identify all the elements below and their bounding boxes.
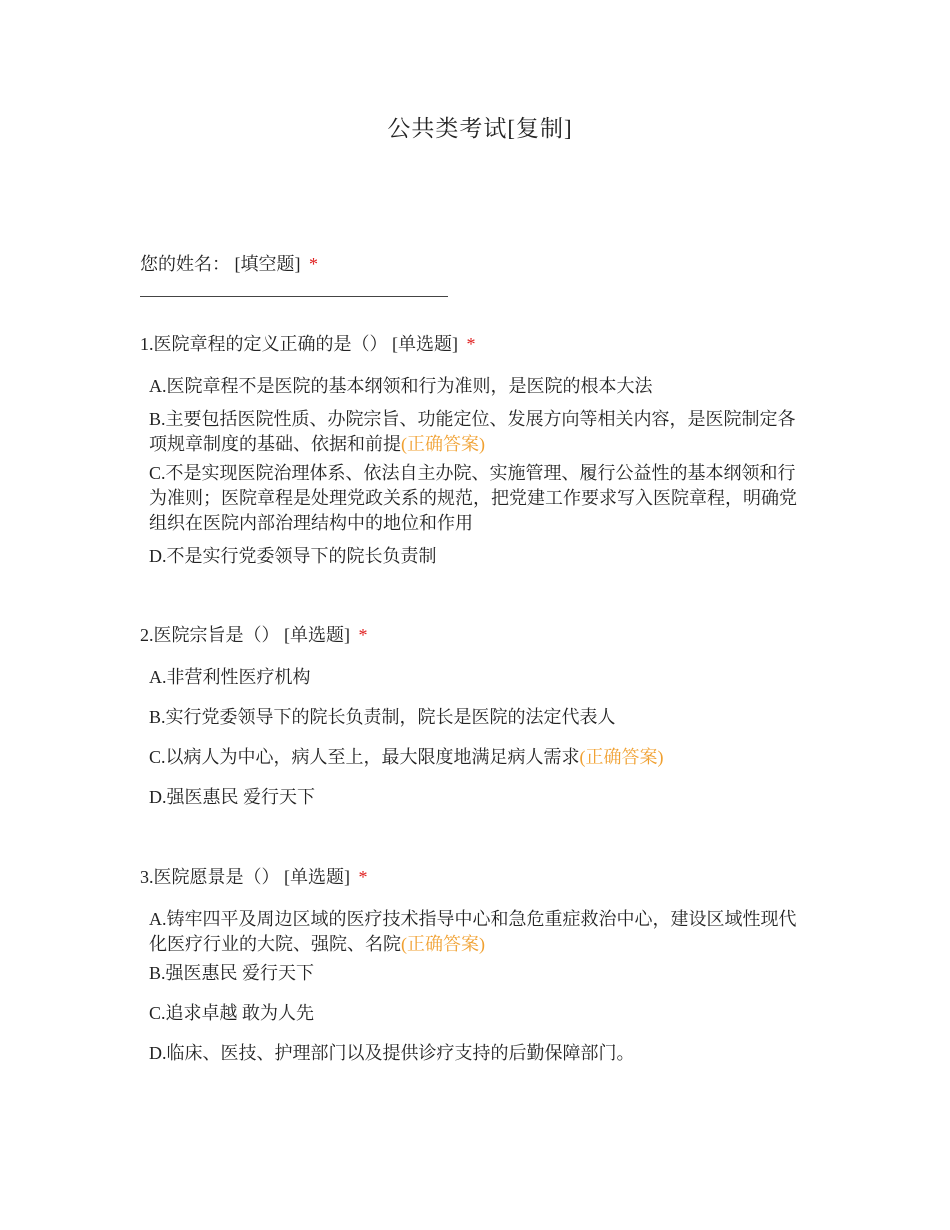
option-1c[interactable] — [149, 461, 804, 536]
option-3c[interactable] — [149, 1001, 804, 1026]
option-text: B.主要包括医院性质、办院宗旨、功能定位、发展方向等相关内容，是医院制定各项规章制度的基础、依据和前提 — [149, 409, 796, 454]
required-mark: * — [466, 334, 476, 354]
option-2a[interactable] — [149, 665, 804, 690]
option-1d[interactable] — [149, 544, 804, 569]
correct-answer-marker: (正确答案) — [579, 747, 664, 767]
question-2-label: 2.医院宗旨是（） — [140, 625, 280, 645]
question-3-label: 3.医院愿景是（） — [140, 867, 280, 887]
option-text: A.医院章程不是医院的基本纲领和行为准则，是医院的根本大法 — [149, 376, 653, 396]
option-text: C.不是实现医院治理体系、依法自主办院、实施管理、履行公益性的基本纲领和行为准则；医院章程是处理党政关系的规范，把党建工作要求写入医院章程，明确党组织在医院内部治理结构中的地位和作用 — [149, 463, 797, 533]
required-mark: * — [358, 625, 368, 645]
option-1b[interactable] — [149, 407, 804, 457]
name-question — [140, 252, 820, 297]
option-text: C.追求卓越 敢为人先 — [149, 1003, 315, 1023]
option-3a[interactable] — [149, 907, 804, 957]
question-1-options — [140, 374, 804, 569]
name-question-label: 您的姓名： — [140, 254, 230, 274]
name-answer-blank[interactable] — [140, 296, 448, 297]
required-mark: * — [358, 867, 368, 887]
option-3d[interactable] — [149, 1041, 804, 1066]
question-3 — [140, 865, 820, 1074]
question-1-line — [140, 332, 820, 356]
question-3-options — [140, 907, 804, 1066]
correct-answer-marker: (正确答案) — [401, 434, 485, 454]
name-question-line — [140, 252, 820, 276]
question-2-options — [140, 665, 804, 810]
option-3b[interactable] — [149, 961, 804, 986]
page-title: 公共类考试[复制] — [387, 116, 573, 141]
question-1-type: [单选题] — [392, 334, 458, 354]
question-2 — [140, 623, 820, 818]
option-text: D.强医惠民 爱行天下 — [149, 787, 315, 807]
required-mark: * — [309, 254, 318, 274]
option-text: B.实行党委领导下的院长负责制，院长是医院的法定代表人 — [149, 707, 616, 727]
option-2b[interactable] — [149, 705, 804, 730]
question-2-type: [单选题] — [284, 625, 350, 645]
correct-answer-marker: (正确答案) — [401, 934, 485, 954]
option-text: B.强医惠民 爱行天下 — [149, 963, 315, 983]
option-2d[interactable] — [149, 785, 804, 810]
name-question-type: [填空题] — [234, 254, 301, 274]
option-text: D.临床、医技、护理部门以及提供诊疗支持的后勤保障部门。 — [149, 1043, 635, 1063]
question-3-line — [140, 865, 820, 889]
option-text: D.不是实行党委领导下的院长负责制 — [149, 546, 437, 566]
option-1a[interactable] — [149, 374, 804, 399]
question-3-type: [单选题] — [284, 867, 350, 887]
option-text: C.以病人为中心，病人至上，最大限度地满足病人需求 — [149, 747, 580, 767]
question-2-line — [140, 623, 820, 647]
option-2c[interactable] — [149, 745, 804, 770]
option-text: A.铸牢四平及周边区域的医疗技术指导中心和急危重症救治中心，建设区域性现代化医疗行业的大院、强院、名院 — [149, 909, 797, 954]
question-1-label: 1.医院章程的定义正确的是（） — [140, 334, 388, 354]
question-1 — [140, 332, 820, 577]
option-text: A.非营利性医疗机构 — [149, 667, 311, 687]
